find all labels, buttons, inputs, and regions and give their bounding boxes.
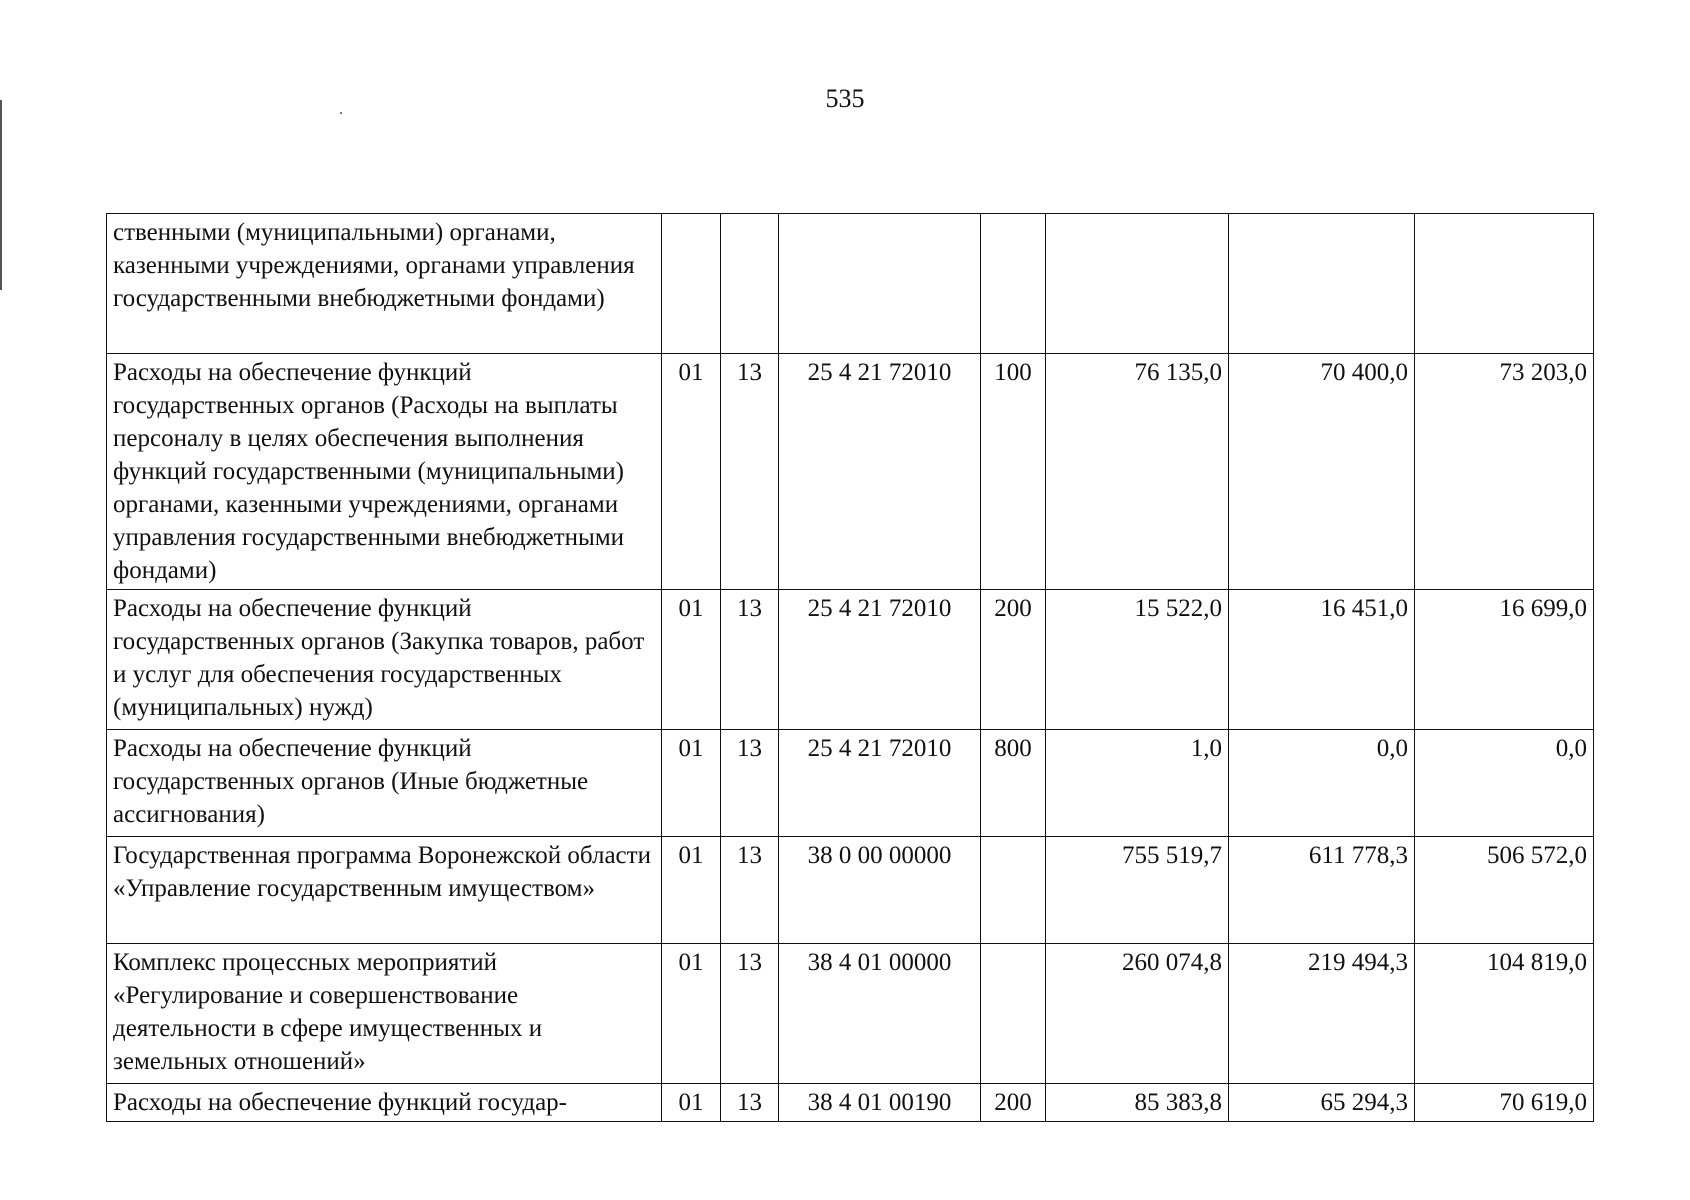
table-row	[107, 837, 1594, 944]
cell-sum1	[1046, 214, 1229, 354]
cell-vr: 800	[981, 730, 1046, 837]
cell-pr: 13	[721, 354, 779, 590]
cell-sum2: 16 451,0	[1229, 590, 1415, 730]
cell-name: Расходы на обеспечение функций государственных органов (Расходы на выплаты персоналу в целях обеспечения выполнения функций государственными (муниципальными) органами, казенными учреждениями, органами управления государственными внебюджетными фондами)	[107, 354, 662, 590]
cell-sum3: 104 819,0	[1415, 944, 1594, 1084]
cell-rz: 01	[662, 730, 721, 837]
cell-vr	[981, 214, 1046, 354]
cell-pr: 13	[721, 1084, 779, 1122]
cell-name: Расходы на обеспечение функций государ-	[107, 1084, 662, 1122]
cell-rz	[662, 214, 721, 354]
cell-sum1: 85 383,8	[1046, 1084, 1229, 1122]
cell-sum3: 0,0	[1415, 730, 1594, 837]
page-number: 535	[825, 84, 865, 113]
cell-pr	[721, 214, 779, 354]
cell-vr: 200	[981, 1084, 1046, 1122]
cell-rz: 01	[662, 944, 721, 1084]
table-row	[107, 730, 1594, 837]
cell-sum3: 506 572,0	[1415, 837, 1594, 944]
cell-pr: 13	[721, 944, 779, 1084]
cell-csr: 25 4 21 72010	[779, 730, 981, 837]
cell-csr: 25 4 21 72010	[779, 354, 981, 590]
cell-name: Государственная программа Воронежской области «Управление государственным имуществом»	[107, 837, 662, 944]
cell-name: ственными (муниципальными) органами, казенными учреждениями, органами управления государственными внебюджетными фондами)	[107, 214, 662, 354]
cell-vr	[981, 837, 1046, 944]
cell-pr: 13	[721, 730, 779, 837]
cell-vr	[981, 944, 1046, 1084]
cell-rz: 01	[662, 354, 721, 590]
scan-edge-mark	[0, 100, 2, 290]
cell-vr: 100	[981, 354, 1046, 590]
cell-sum1: 755 519,7	[1046, 837, 1229, 944]
cell-sum3: 73 203,0	[1415, 354, 1594, 590]
table-row	[107, 590, 1594, 730]
cell-sum2: 219 494,3	[1229, 944, 1415, 1084]
cell-pr: 13	[721, 590, 779, 730]
cell-csr	[779, 214, 981, 354]
cell-csr: 38 0 00 00000	[779, 837, 981, 944]
cell-csr: 25 4 21 72010	[779, 590, 981, 730]
table-row	[107, 214, 1594, 354]
cell-name: Комплекс процессных мероприятий «Регулирование и совершенствование деятельности в сфере имущественных и земельных отношений»	[107, 944, 662, 1084]
cell-sum3	[1415, 214, 1594, 354]
cell-sum1: 260 074,8	[1046, 944, 1229, 1084]
cell-sum3: 70 619,0	[1415, 1084, 1594, 1122]
cell-rz: 01	[662, 837, 721, 944]
cell-sum1: 15 522,0	[1046, 590, 1229, 730]
budget-table	[106, 213, 1594, 1122]
table-row	[107, 354, 1594, 590]
cell-rz: 01	[662, 590, 721, 730]
cell-csr: 38 4 01 00000	[779, 944, 981, 1084]
cell-rz: 01	[662, 1084, 721, 1122]
cell-sum1: 76 135,0	[1046, 354, 1229, 590]
table-row	[107, 1084, 1594, 1122]
cell-sum3: 16 699,0	[1415, 590, 1594, 730]
cell-vr: 200	[981, 590, 1046, 730]
cell-pr: 13	[721, 837, 779, 944]
cell-sum2: 65 294,3	[1229, 1084, 1415, 1122]
cell-csr: 38 4 01 00190	[779, 1084, 981, 1122]
cell-name: Расходы на обеспечение функций государственных органов (Иные бюджетные ассигнования)	[107, 730, 662, 837]
cell-sum2: 611 778,3	[1229, 837, 1415, 944]
cell-sum2: 70 400,0	[1229, 354, 1415, 590]
cell-sum2	[1229, 214, 1415, 354]
cell-sum2: 0,0	[1229, 730, 1415, 837]
table-row	[107, 944, 1594, 1084]
cell-sum1: 1,0	[1046, 730, 1229, 837]
cell-name: Расходы на обеспечение функций государственных органов (Закупка товаров, работ и услуг для обеспечения государственных (муниципальных) нужд)	[107, 590, 662, 730]
